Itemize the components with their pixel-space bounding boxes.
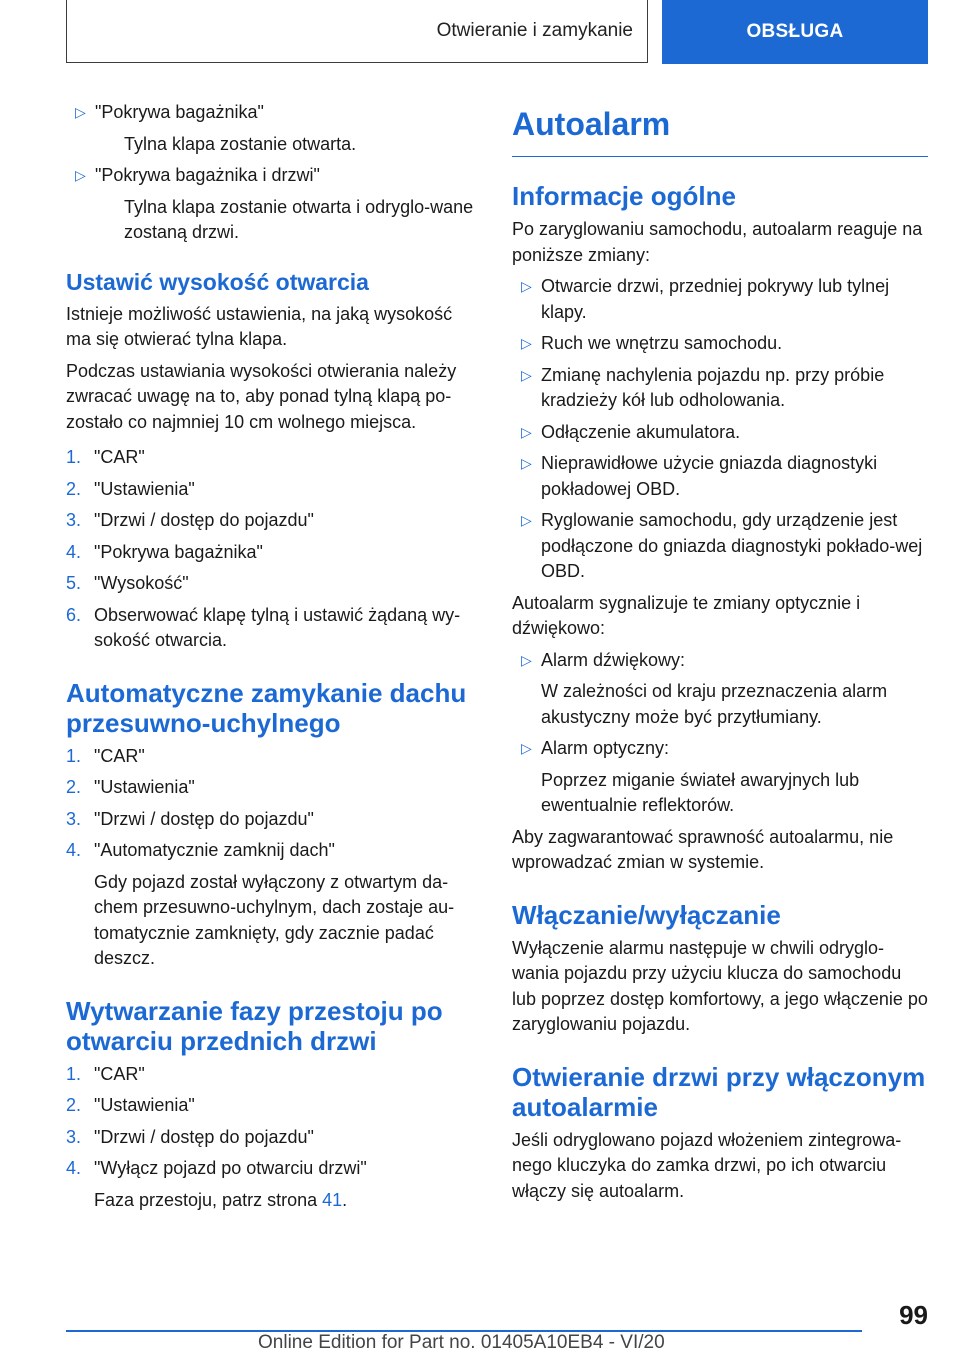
step-item: 4. "Wyłącz pojazd po otwarciu drzwi"	[66, 1158, 367, 1178]
list-item: ▷ Alarm optyczny:	[512, 736, 928, 762]
item-description: Poprzez miganie świateł awaryjnych lub ewentualnie reflektorów.	[541, 769, 860, 815]
page-title: Autoalarm	[512, 104, 928, 157]
list-item: ▷ Nieprawidłowe użycie gniazda diagnostyki pokładowej OBD.	[512, 451, 928, 502]
paragraph: Po zaryglowaniu samochodu, autoalarm reaguje na poniższe zmiany:	[512, 219, 923, 265]
item-description: Tylna klapa zostanie otwarta i odryglo-wane zostaną drzwi.	[124, 196, 474, 242]
item-description: Tylna klapa zostanie otwarta.	[124, 133, 357, 154]
step-item: 3. "Drzwi / dostęp do pojazdu"	[66, 1126, 314, 1147]
triangle-bullet-icon: ▷	[75, 167, 86, 183]
list-item: ▷ Ryglowanie samochodu, gdy urządzenie jest podłączone do gniazda diagnostyki pokłado-wej OBD.	[512, 508, 928, 585]
list-item: ▷ Ruch we wnętrzu samochodu.	[512, 331, 928, 357]
list-item: ▷ "Pokrywa bagażnika i drzwi"	[66, 163, 482, 189]
paragraph: Autoalarm sygnalizuje te zmiany optycznie i dźwiękowo:	[512, 592, 861, 638]
triangle-bullet-icon: ▷	[521, 366, 532, 383]
paragraph: Wyłączenie alarmu następuje w chwili odryglo-wania pojazdu przy użyciu klucza do samochodu lub poprzez dostęp komfortowy, a jego włączenie po zaryglowaniu pojazdu.	[512, 937, 928, 1034]
standby-note: Faza przestoju, patrz strona 41.	[94, 1189, 348, 1210]
heading-standby: Wytwarzanie fazy przestoju po otwarciu przednich drzwi	[66, 995, 443, 1056]
page-link[interactable]: 41	[322, 1189, 343, 1210]
triangle-bullet-icon: ▷	[521, 278, 532, 294]
step-item: 6. Obserwować klapę tylną i ustawić żądaną wy-sokość otwarcia.	[66, 604, 461, 650]
triangle-bullet-icon: ▷	[75, 104, 86, 120]
paragraph: Jeśli odryglowano pojazd włożeniem zintegrowa-nego kluczyka do zamka drzwi, po ich otwarciu włączy się autoalarm.	[512, 1129, 902, 1201]
heading-height: Ustawić wysokość otwarcia	[66, 268, 369, 295]
list-item: ▷ Odłączenie akumulatora.	[512, 420, 928, 446]
triangle-bullet-icon: ▷	[521, 512, 532, 528]
list-item: ▷ Alarm dźwiękowy:	[512, 648, 928, 674]
right-column	[512, 100, 928, 1210]
list-item: ▷ "Pokrywa bagażnika"	[66, 100, 482, 126]
item-description: W zależności od kraju przeznaczenia alarm akustyczny może być przytłumiany.	[541, 681, 888, 727]
paragraph: Aby zagwarantować sprawność autoalarmu, nie wprowadzać zmian w systemie.	[512, 826, 894, 872]
step-item: 3. "Drzwi / dostęp do pojazdu"	[66, 808, 314, 829]
triangle-bullet-icon: ▷	[521, 651, 532, 668]
triangle-bullet-icon: ▷	[521, 740, 532, 756]
page-header	[66, 0, 928, 64]
chapter-tab[interactable]: OBSŁUGA	[662, 0, 928, 64]
paragraph: Podczas ustawiania wysokości otwierania należy zwracać uwagę na to, aby ponad tylną klapą po-zostało co najmniej 10 cm wolnego miejsca.	[66, 360, 457, 432]
list-item: ▷ Zmianę nachylenia pojazdu np. przy próbie kradzieży kół lub odholowania.	[512, 363, 928, 414]
footer-edition: Online Edition for Part no. 01405A10EB4 - VI/20	[258, 1332, 665, 1353]
triangle-bullet-icon: ▷	[521, 335, 532, 351]
step-item: 2. "Ustawienia"	[66, 1095, 195, 1115]
heading-onoff: Włączanie/wyłączanie	[512, 899, 781, 930]
step-item: 1. "CAR"	[66, 1063, 145, 1084]
triangle-bullet-icon: ▷	[521, 455, 532, 471]
list-item: ▷ Otwarcie drzwi, przedniej pokrywy lub tylnej klapy.	[512, 274, 928, 325]
section-title: Otwieranie i zamykanie	[66, 0, 648, 63]
step-item: 4. "Pokrywa bagażnika"	[66, 541, 263, 562]
roof-note: Gdy pojazd został wyłączony z otwartym da-chem przesuwno-uchylnym, dach zostaje au-tomatycznie zamknięty, gdy zacznie padać deszcz.	[94, 871, 455, 968]
heading-general: Informacje ogólne	[512, 181, 736, 211]
heading-roof: Automatyczne zamykanie dachu przesuwno-uchylnego	[66, 677, 467, 738]
step-item: 2. "Ustawienia"	[66, 478, 195, 499]
step-item: 2. "Ustawienia"	[66, 777, 195, 797]
heading-doors: Otwieranie drzwi przy włączonym autoalarmie	[512, 1061, 926, 1122]
page-number: 99	[899, 1300, 928, 1330]
paragraph: Istnieje możliwość ustawienia, na jaką wysokość ma się otwierać tylna klapa.	[66, 303, 453, 349]
triangle-bullet-icon: ▷	[521, 423, 532, 440]
left-column	[66, 100, 482, 1219]
step-item: 3. "Drzwi / dostęp do pojazdu"	[66, 510, 314, 530]
step-item: 5. "Wysokość"	[66, 573, 189, 593]
step-item: 1. "CAR"	[66, 447, 145, 467]
step-item: 4. "Automatycznie zamknij dach"	[66, 840, 335, 860]
step-item: 1. "CAR"	[66, 745, 145, 766]
